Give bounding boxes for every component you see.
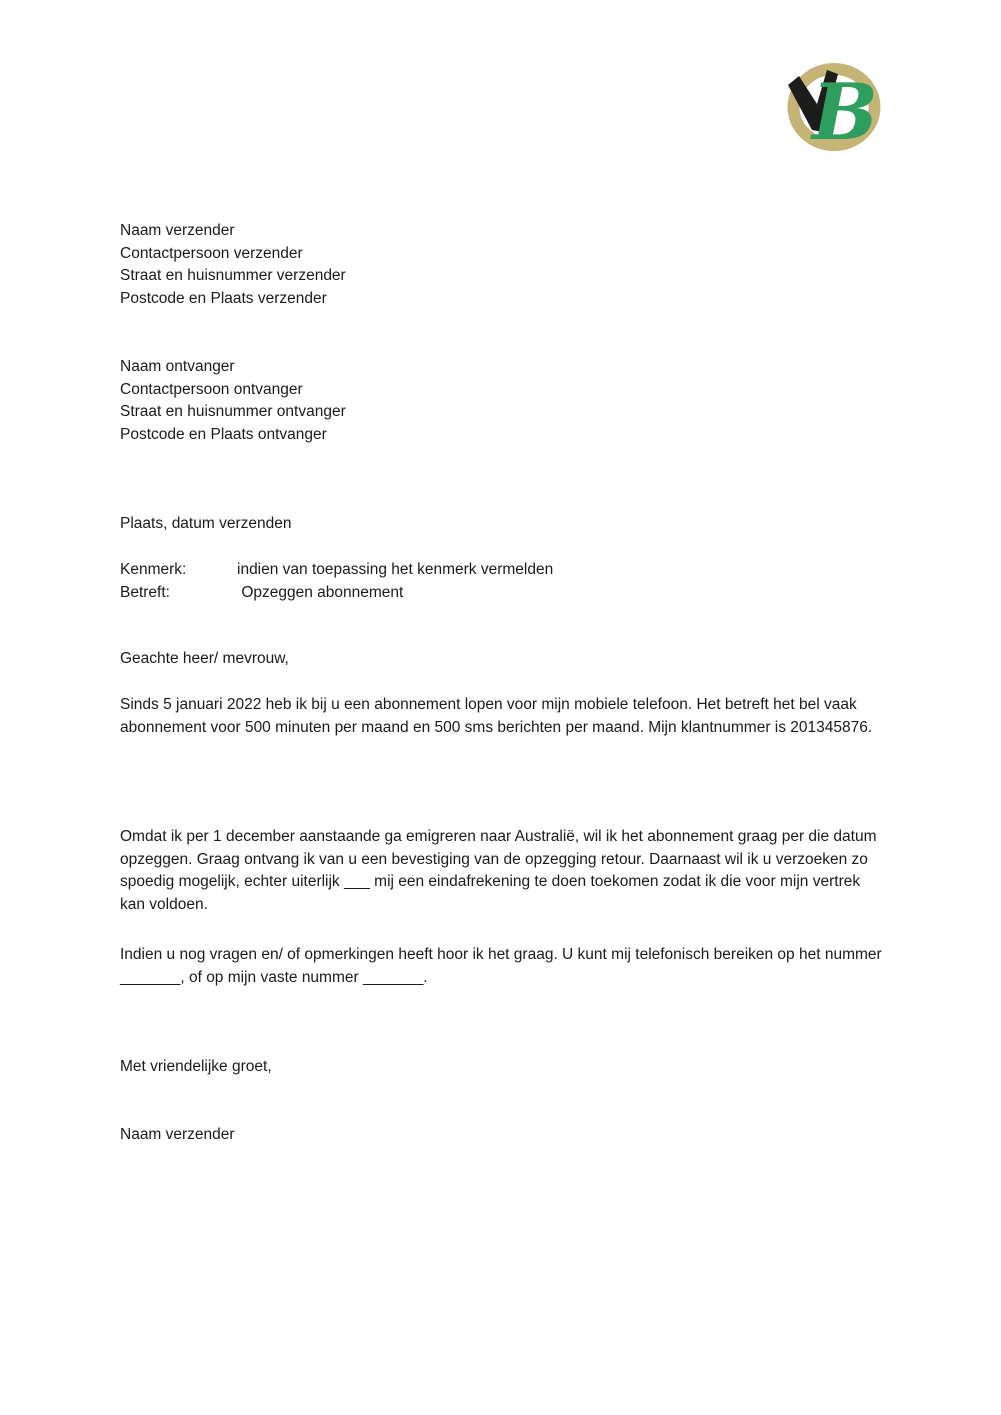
sender-name: Naam verzender <box>120 222 235 239</box>
place-date-line: Plaats, datum verzenden <box>120 515 292 532</box>
recipient-contact: Contactpersoon ontvanger <box>120 380 303 398</box>
paragraph-contact-info: Indien u nog vragen en/ of opmerkingen heeft hoor ik het graag. U kunt mij telefonisch bereiken op het nummer _______, of op mijn vaste nummer _______. <box>120 946 882 986</box>
sender-postcode: Postcode en Plaats verzender <box>120 289 327 307</box>
paragraph-cancellation-request: Omdat ik per 1 december aanstaande ga emigreren naar Australië, wil ik het abonnement graag per die datum opzeggen. Graag ontvang ik van u een bevestiging van de opzegging retour. Daarnaast wil ik u verzoeken zo spoedig mogelijk, echter uiterlijk ___ mij een eindafrekening te doen toekomen zodat ik die voor mijn vertrek kan voldoen. <box>120 828 877 913</box>
sender-contact: Contactpersoon verzender <box>120 244 303 262</box>
subject-value: Opzeggen abonnement <box>237 583 404 601</box>
vb-logo-graphic <box>786 62 881 152</box>
recipient-postcode: Postcode en Plaats ontvanger <box>120 425 327 443</box>
logo-b-letter: B <box>812 67 878 152</box>
paragraph-subscription-details: Sinds 5 januari 2022 heb ik bij u een abonnement lopen voor mijn mobiele telefoon. Het betreft het bel vaak abonnement voor 500 minuten per maand en 500 sms berichten per maand. Mijn klantnummer is 201345876. <box>120 696 873 736</box>
reference-subject-block <box>120 559 553 604</box>
reference-label: Kenmerk: <box>120 561 187 578</box>
subject-label: Betreft: <box>120 583 170 601</box>
reference-value: indien van toepassing het kenmerk vermelden <box>237 561 554 578</box>
subject-row <box>120 582 553 605</box>
sender-address-block <box>120 220 346 310</box>
sender-street: Straat en huisnummer verzender <box>120 267 346 284</box>
recipient-address-block <box>120 356 346 446</box>
reference-row <box>120 559 553 582</box>
vb-logo <box>786 62 881 152</box>
salutation: Geachte heer/ mevrouw, <box>120 650 289 667</box>
recipient-name: Naam ontvanger <box>120 358 235 375</box>
closing-line: Met vriendelijke groet, <box>120 1058 272 1075</box>
recipient-street: Straat en huisnummer ontvanger <box>120 403 346 420</box>
signature-name: Naam verzender <box>120 1126 235 1143</box>
